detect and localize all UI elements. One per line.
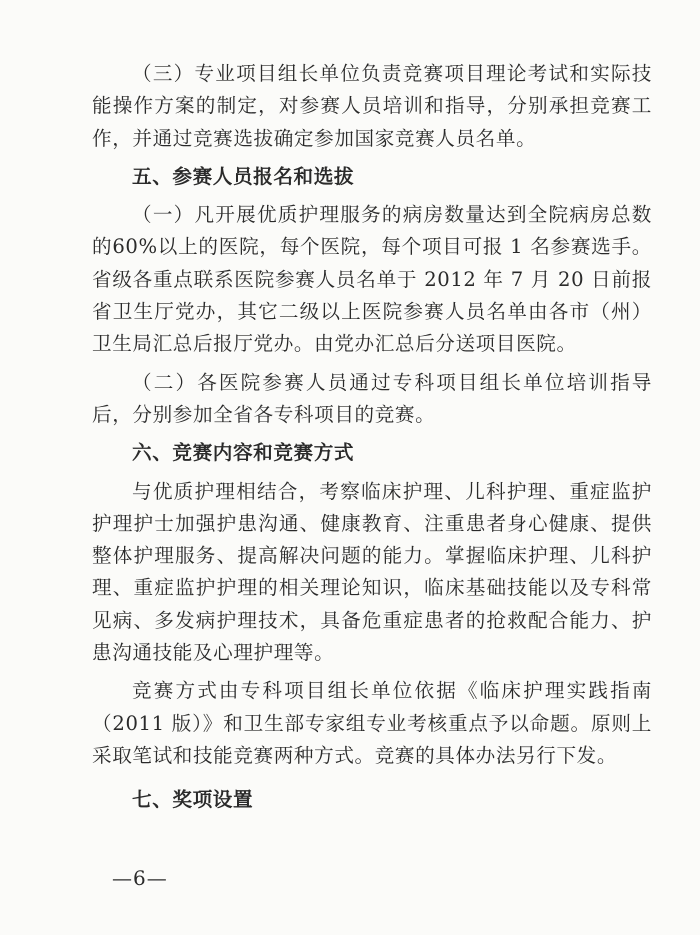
document-body: [92, 58, 652, 817]
heading-section-5: 五、参赛人员报名和选拔: [132, 164, 355, 188]
page-number: —6—: [112, 866, 168, 890]
paragraph-method: 竞赛方式由专科项目组长单位依据《临床护理实践指南（2011 版）》和卫生部专家组专业考核重点予以命题。原则上采取笔试和技能竞赛两种方式。竞赛的具体办法另行下发。: [92, 679, 652, 767]
paragraph-section-3: （三）专业项目组长单位负责竞赛项目理论考试和实际技能操作方案的制定，对参赛人员培训和指导，分别承担竞赛工作，并通过竞赛选拔确定参加国家竞赛人员名单。: [92, 62, 652, 150]
heading-section-6: 六、竞赛内容和竞赛方式: [132, 441, 355, 465]
paragraph-registration-2: （二）各医院参赛人员通过专科项目组长单位培训指导后，分别参加全省各专科项目的竞赛。: [92, 370, 652, 426]
paragraph-registration-1: （一）凡开展优质护理服务的病房数量达到全院病房总数的60%以上的医院，每个医院，每个项目可报 1 名参赛选手。省级各重点联系医院参赛人员名单于 2012 年 7 月 20 日前报省卫生厅党办，其它二级以上医院参赛人员名单由各市（州）卫生局汇总后报厅党办。由党办汇总后分送项目医院。: [92, 203, 652, 356]
heading-section-7: 七、奖项设置: [132, 788, 254, 812]
paragraph-content: 与优质护理相结合，考察临床护理、儿科护理、重症监护护理护士加强护患沟通、健康教育、注重患者身心健康、提供整体护理服务、提高解决问题的能力。掌握临床护理、儿科护理、重症监护护理的相关理论知识，临床基础技能以及专科常见病、多发病护理技术，具备危重症患者的抢救配合能力、护患沟通技能及心理护理等。: [92, 479, 652, 665]
